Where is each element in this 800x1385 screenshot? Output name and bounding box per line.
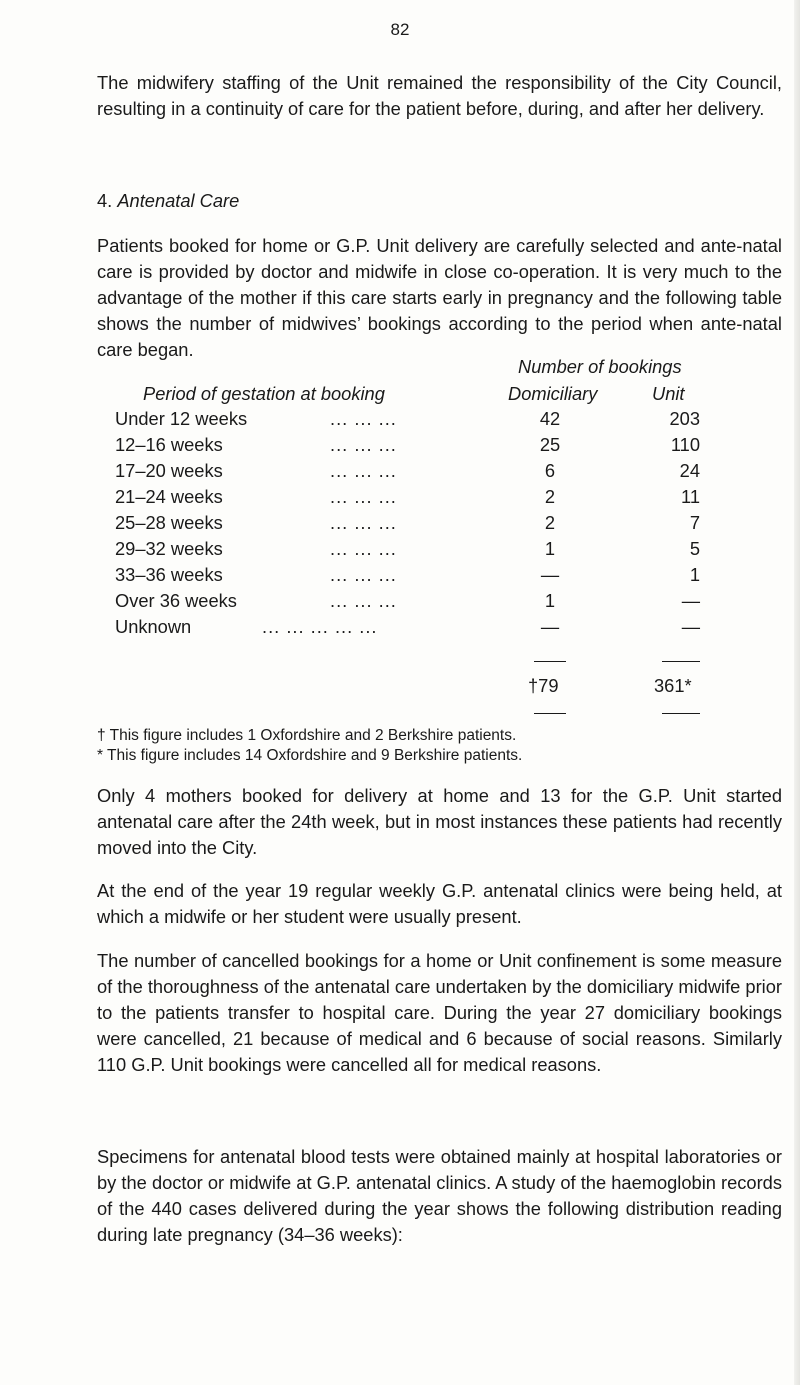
row-domiciliary: — [540, 564, 560, 585]
row-domiciliary: 6 [544, 460, 556, 481]
table-row [0, 406, 800, 432]
row-period: 17–20 weeks [115, 460, 223, 481]
row-unit: 1 [689, 564, 700, 585]
row-unit: 24 [679, 460, 700, 481]
table-row [0, 562, 800, 588]
paragraph-blood-tests: Specimens for antenatal blood tests were obtained mainly at hospital laboratories or by the doctor or midwife at G.P. antenatal clinics. A study of the haemoglobin records of the 440 cases delivered during the year shows the following distribution reading during late pregnancy (34–36 weeks): [97, 1146, 782, 1245]
row-leader-dots: ... ... ... ... ... [262, 616, 378, 637]
row-period: 25–28 weeks [115, 512, 223, 533]
footnote-dagger: † This figure includes 1 Oxfordshire and 2 Berkshire patients. [97, 727, 517, 744]
row-period: 12–16 weeks [115, 434, 223, 455]
row-unit: 5 [689, 538, 700, 559]
row-domiciliary: 2 [544, 512, 556, 533]
section-heading [97, 188, 239, 214]
row-leader-dots: ... ... ... [330, 486, 397, 507]
page-edge-shadow [794, 0, 800, 1385]
section-number: 4. [97, 190, 113, 211]
row-period: Under 12 weeks [115, 408, 248, 429]
row-period: Unknown [115, 616, 192, 637]
total-rule-unit-top [662, 661, 700, 662]
total-domiciliary: †79 [528, 675, 559, 696]
row-domiciliary: 2 [544, 486, 556, 507]
row-leader-dots: ... ... ... [330, 512, 397, 533]
page-number: 82 [390, 20, 410, 39]
total-rule-domiciliary-top [534, 661, 566, 662]
table-row [0, 432, 800, 458]
row-leader-dots: ... ... ... [330, 408, 397, 429]
row-leader-dots: ... ... ... [330, 538, 397, 559]
total-rule-unit-bottom [662, 713, 700, 714]
row-period: 29–32 weeks [115, 538, 223, 559]
row-leader-dots: ... ... ... [330, 564, 397, 585]
row-unit: 7 [689, 512, 700, 533]
table-header-period: Period of gestation at booking [143, 383, 385, 404]
table-row [0, 484, 800, 510]
row-period: 33–36 weeks [115, 564, 223, 585]
table-row [0, 458, 800, 484]
row-unit: — [681, 616, 700, 637]
footnote-star: * This figure includes 14 Oxfordshire and 9 Berkshire patients. [97, 747, 523, 764]
paragraph-late-start: Only 4 mothers booked for delivery at home and 13 for the G.P. Unit started antenatal care after the 24th week, but in most instances these patients had recently moved into the City. [97, 785, 782, 858]
table-header-unit: Unit [652, 383, 685, 404]
row-domiciliary: — [540, 616, 560, 637]
row-domiciliary: 42 [539, 408, 561, 429]
row-period: Over 36 weeks [115, 590, 237, 611]
row-unit: 203 [669, 408, 700, 429]
row-domiciliary: 25 [539, 434, 561, 455]
row-unit: 110 [670, 434, 700, 455]
row-unit: — [681, 590, 700, 611]
table-header-domiciliary: Domiciliary [508, 383, 598, 404]
section-title: Antenatal Care [117, 190, 240, 211]
row-leader-dots: ... ... ... [330, 460, 397, 481]
paragraph-midwifery-staffing: The midwifery staffing of the Unit remained the responsibility of the City Council, resulting in a continuity of care for the patient before, during, and after her delivery. [97, 72, 782, 119]
row-leader-dots: ... ... ... [330, 434, 397, 455]
paragraph-cancelled-bookings: The number of cancelled bookings for a home or Unit confinement is some measure of the thoroughness of the antenatal care undertaken by the domiciliary midwife prior to the patients transfer to hospital care. During the year 27 domiciliary bookings were cancelled, 21 because of medical and 6 because of social reasons. Similarly 110 G.P. Unit bookings were cancelled all for medical reasons. [97, 950, 782, 1075]
table-row [0, 536, 800, 562]
row-leader-dots: ... ... ... [330, 590, 397, 611]
row-period: 21–24 weeks [115, 486, 223, 507]
table-row [0, 614, 800, 640]
row-domiciliary: 1 [544, 538, 556, 559]
total-unit: 361* [654, 675, 692, 696]
table-row [0, 588, 800, 614]
row-domiciliary: 1 [544, 590, 556, 611]
table-row [0, 510, 800, 536]
total-rule-domiciliary-bottom [534, 713, 566, 714]
paragraph-bookings-intro: Patients booked for home or G.P. Unit delivery are carefully selected and ante-natal care is provided by doctor and midwife in close co-operation. It is very much to the advantage of the mother if this care starts early in pregnancy and the following table shows the number of midwives’ bookings according to the period when ante-natal care began. [97, 235, 782, 360]
row-unit: 11 [681, 486, 700, 507]
paragraph-clinics: At the end of the year 19 regular weekly G.P. antenatal clinics were being held, at which a midwife or her student were usually present. [97, 880, 782, 927]
table-group-header: Number of bookings [518, 356, 682, 377]
